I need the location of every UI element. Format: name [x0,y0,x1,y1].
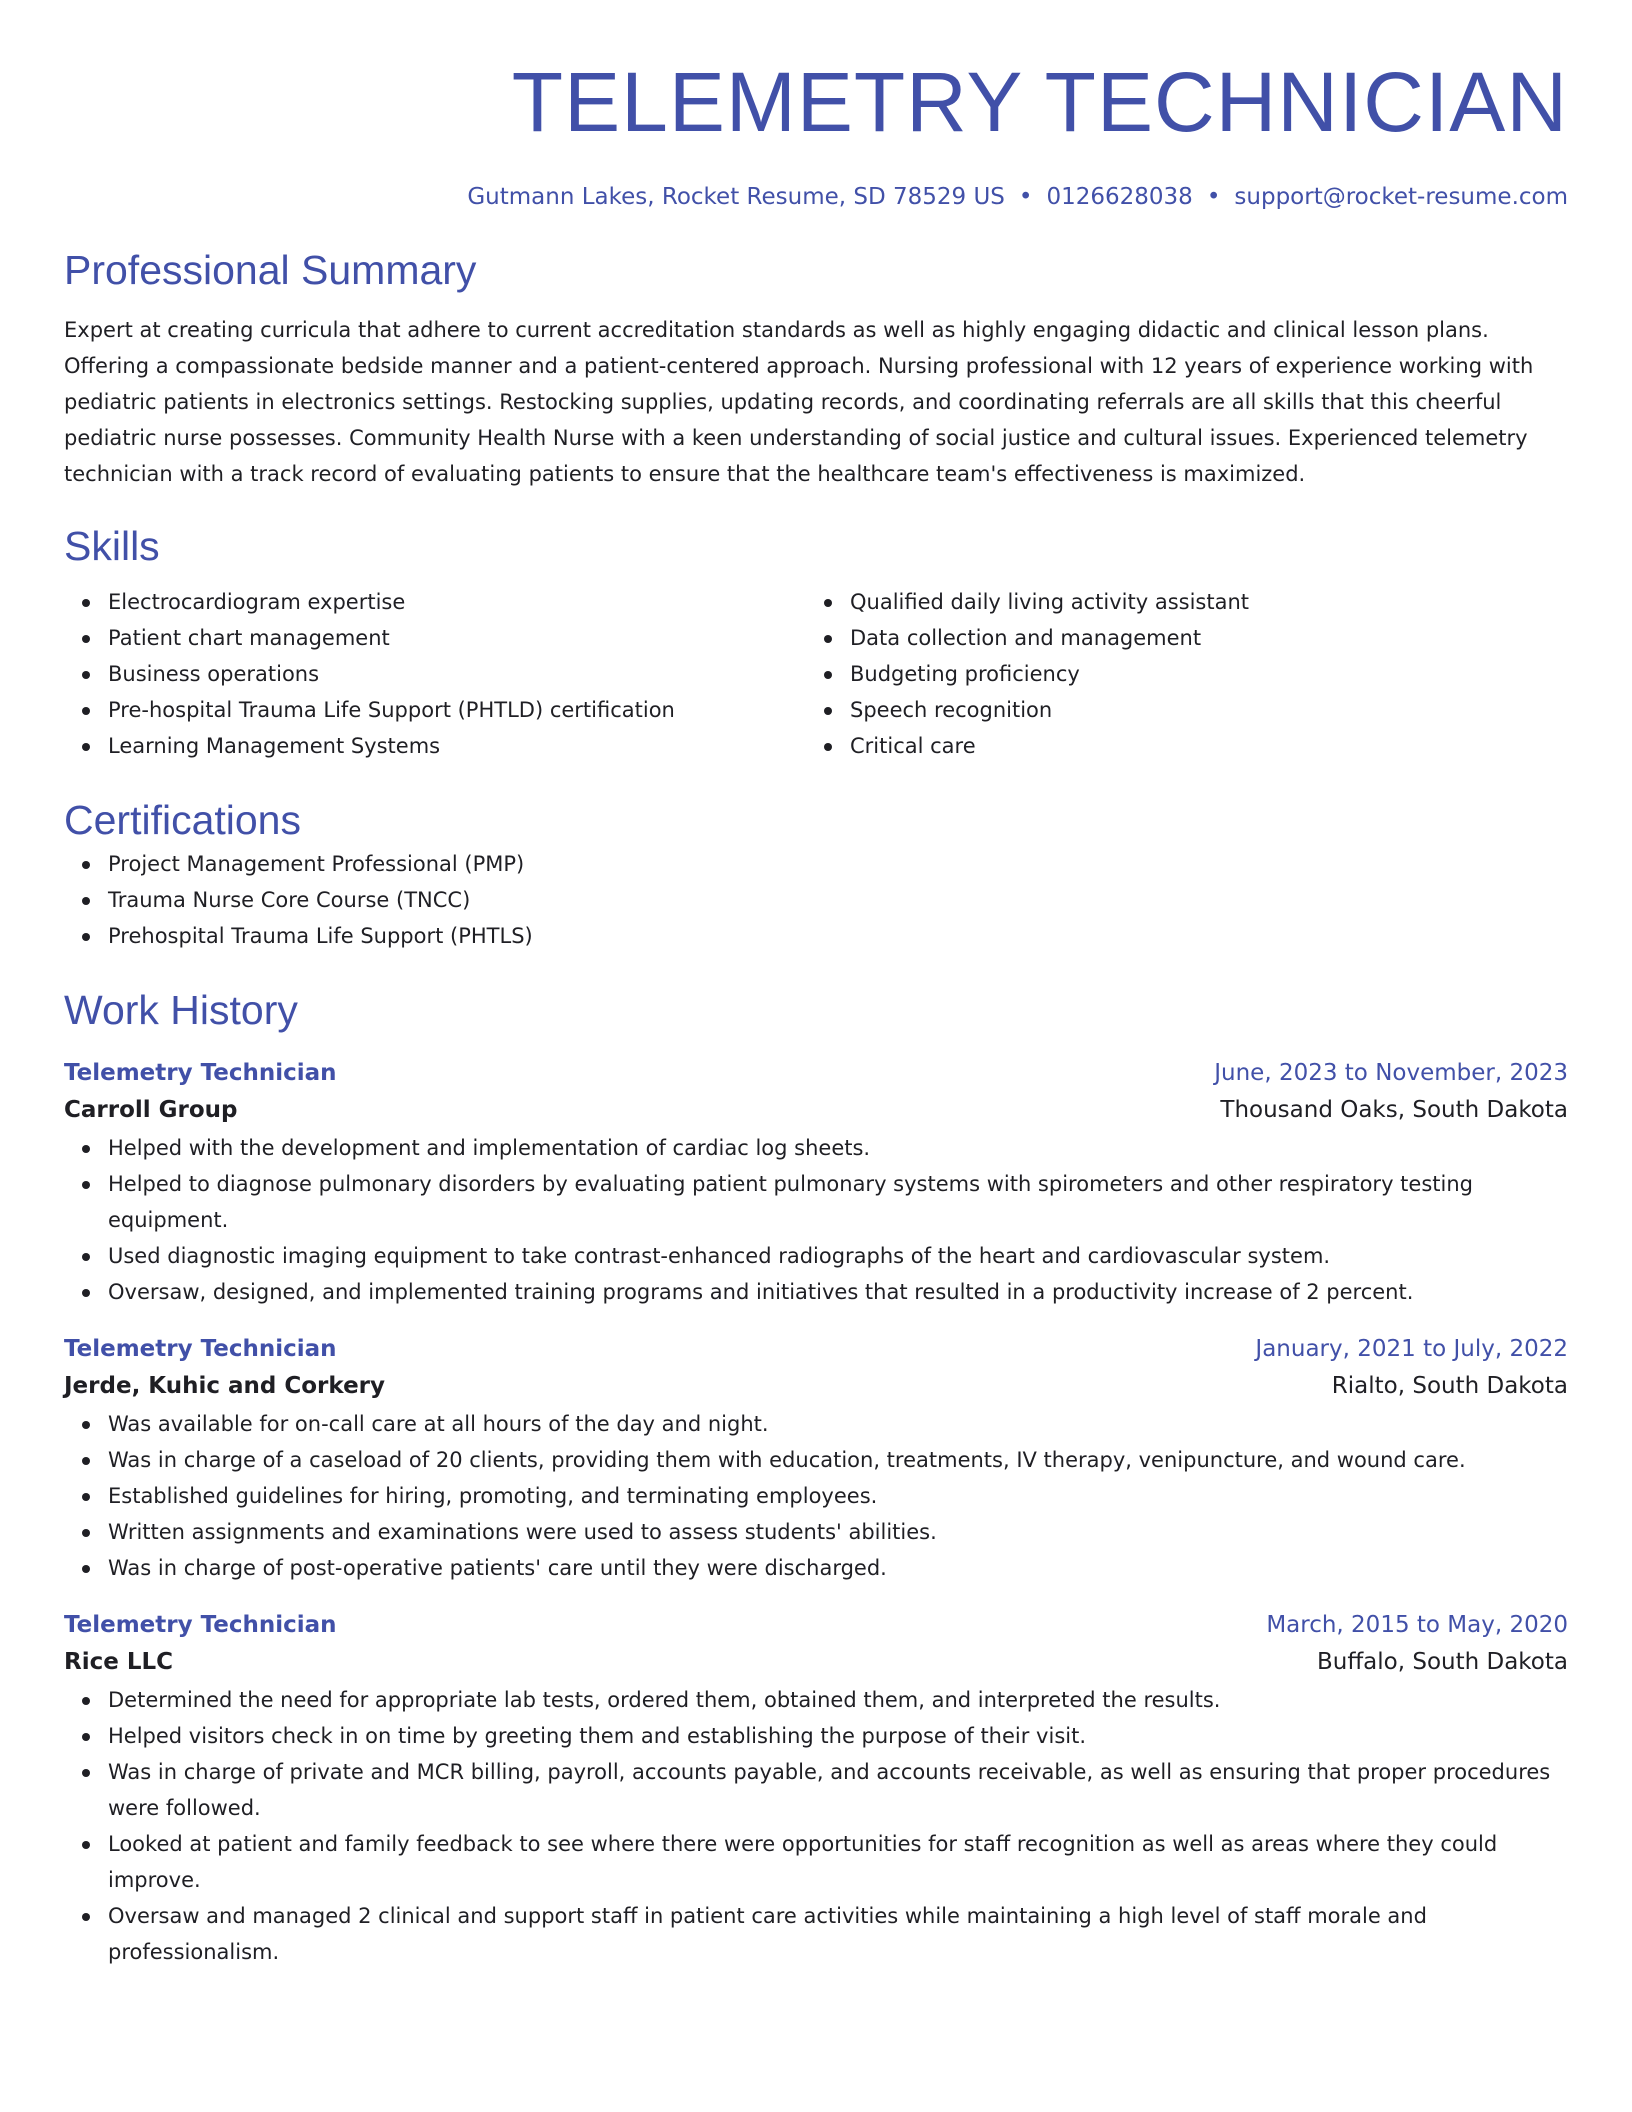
skill-item: Speech recognition [850,692,1548,728]
job-bullets [64,1406,1568,1586]
summary-heading: Professional Summary [64,247,477,293]
summary-text: Expert at creating curricula that adhere to current accreditation standards as well as highly engaging didactic and clinical lesson plans. Offering a compassionate bedside manner and a patient-centered approach. Nursing professional with 12 years of experience working with pediatric patients in electronics settings. Restocking supplies, updating records, and coordinating referrals are all skills that this cheerful pediatric nurse possesses. Community Health Nurse with a keen understanding of social justice and cultural issues. Experienced telemetry technician with a track record of evaluating patients to ensure that the healthcare team's effectiveness is maximized. [64,318,1534,486]
job-bullet: Determined the need for appropriate lab tests, ordered them, obtained them, and interpreted the results. [108,1682,1568,1718]
job-company-row [64,1642,1568,1682]
skills-column-left [64,584,806,764]
job-title: Telemetry Technician [64,1060,337,1086]
job-header-row [64,1608,1568,1642]
work-history-heading: Work History [64,987,298,1033]
contact-separator: • [1206,184,1221,210]
job-bullet: Helped with the development and implementation of cardiac log sheets. [108,1130,1568,1166]
job-company-row [64,1090,1568,1130]
job-title: Telemetry Technician [64,1336,337,1362]
job-title: Telemetry Technician [64,1612,337,1638]
job-header-row [64,1332,1568,1366]
job-bullet: Was available for on-call care at all hours of the day and night. [108,1406,1568,1442]
contact-address: Gutmann Lakes, Rocket Resume, SD 78529 US [467,184,1005,210]
contact-phone: 0126628038 [1046,184,1193,210]
skills-grid [64,584,1568,764]
skills-heading: Skills [64,523,160,569]
job-bullets [64,1682,1568,1970]
skills-list-left [64,584,806,764]
skill-item: Budgeting proficiency [850,656,1548,692]
skill-item: Business operations [108,656,806,692]
job-bullet: Was in charge of private and MCR billing, payroll, accounts payable, and accounts receivable, as well as ensuring that proper procedures were followed. [108,1754,1568,1826]
job-entry [64,1056,1568,1310]
certifications-heading: Certifications [64,797,301,843]
job-bullet: Written assignments and examinations were used to assess students' abilities. [108,1514,1568,1550]
job-location: Thousand Oaks, South Dakota [1220,1097,1568,1123]
job-company: Jerde, Kuhic and Corkery [64,1373,386,1399]
candidate-name: TELEMETRY TECHNICIAN [511,55,1568,149]
contact-email: support@rocket-resume.com [1234,184,1568,210]
certifications-list [64,846,1568,954]
skills-column-right [806,584,1548,764]
skill-item: Qualified daily living activity assistant [850,584,1548,620]
certification-item: Trauma Nurse Core Course (TNCC) [108,882,1568,918]
contact-separator: • [1018,184,1033,210]
job-entry [64,1608,1568,1970]
skill-item: Data collection and management [850,620,1548,656]
certification-item: Prehospital Trauma Life Support (PHTLS) [108,918,1568,954]
job-location: Rialto, South Dakota [1331,1373,1568,1399]
skill-item: Patient chart management [108,620,806,656]
job-dates: March, 2015 to May, 2020 [1266,1612,1568,1638]
skill-item: Critical care [850,728,1548,764]
contact-line [64,182,1568,212]
job-company: Carroll Group [64,1097,238,1123]
job-company-row [64,1366,1568,1406]
job-entry [64,1332,1568,1586]
job-bullet: Was in charge of a caseload of 20 clients, providing them with education, treatments, IV therapy, venipuncture, and wound care. [108,1442,1568,1478]
job-dates: June, 2023 to November, 2023 [1214,1060,1568,1086]
job-header-row [64,1056,1568,1090]
resume-header [64,52,1568,212]
certification-item: Project Management Professional (PMP) [108,846,1568,882]
job-bullet: Oversaw, designed, and implemented training programs and initiatives that resulted in a productivity increase of 2 percent. [108,1274,1568,1310]
job-bullet: Looked at patient and family feedback to see where there were opportunities for staff recognition as well as areas where they could improve. [108,1826,1568,1898]
skills-list-right [806,584,1548,764]
job-bullet: Established guidelines for hiring, promoting, and terminating employees. [108,1478,1568,1514]
skill-item: Learning Management Systems [108,728,806,764]
job-company: Rice LLC [64,1649,174,1675]
skill-item: Pre-hospital Trauma Life Support (PHTLD) certification [108,692,806,728]
job-dates: January, 2021 to July, 2022 [1255,1336,1568,1362]
job-location: Buffalo, South Dakota [1316,1649,1568,1675]
job-bullet: Helped visitors check in on time by greeting them and establishing the purpose of their visit. [108,1718,1568,1754]
job-bullets [64,1130,1568,1310]
job-bullet: Helped to diagnose pulmonary disorders by evaluating patient pulmonary systems with spirometers and other respiratory testing equipment. [108,1166,1568,1238]
job-bullet: Oversaw and managed 2 clinical and support staff in patient care activities while maintaining a high level of staff morale and professionalism. [108,1898,1568,1970]
job-bullet: Used diagnostic imaging equipment to take contrast-enhanced radiographs of the heart and cardiovascular system. [108,1238,1568,1274]
job-bullet: Was in charge of post-operative patients' care until they were discharged. [108,1550,1568,1586]
skill-item: Electrocardiogram expertise [108,584,806,620]
